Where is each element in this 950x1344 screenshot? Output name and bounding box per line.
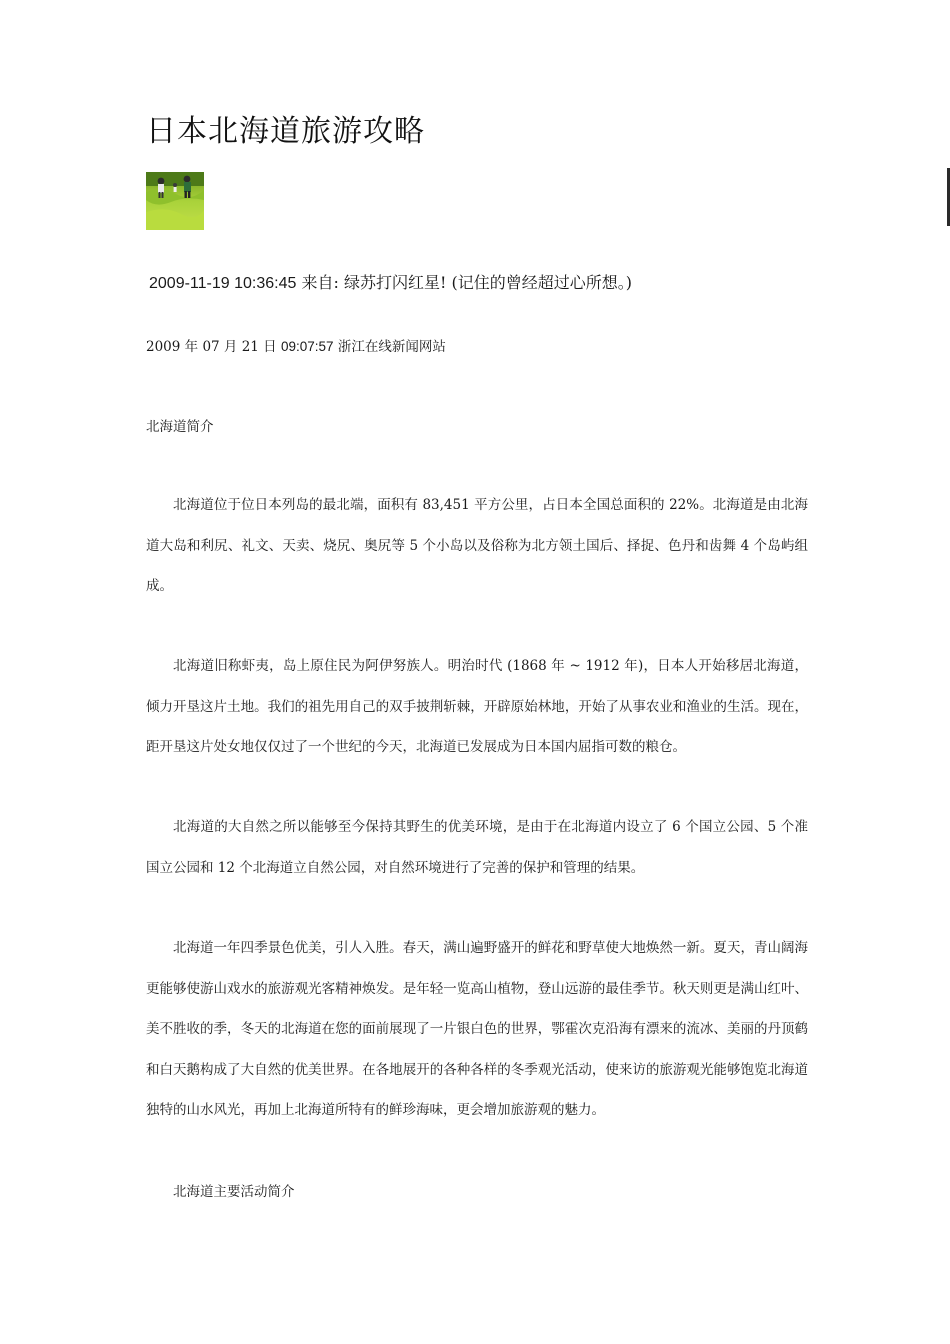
post-meta bbox=[149, 270, 632, 293]
author-avatar bbox=[146, 172, 204, 230]
post-datetime: 2009-11-19 10:36:45 bbox=[149, 275, 297, 292]
field-photo-icon bbox=[146, 172, 204, 230]
source-outlet: 浙江在线新闻网站 bbox=[337, 339, 446, 355]
article-title: 日本北海道旅游攻略 bbox=[146, 114, 425, 149]
paragraph: 北海道的大自然之所以能够至今保持其野生的优美环境，是由于在北海道内设立了 6 个国立公园、5 个准国立公园和 12 个北海道立自然公园，对自然环境进行了完善的保护和管理的结果。 bbox=[146, 819, 808, 876]
section-heading: 北海道简介 bbox=[146, 419, 214, 435]
section-subheading: 北海道主要活动简介 bbox=[173, 1184, 295, 1200]
source-time: 09:07:57 bbox=[280, 339, 334, 354]
paragraph: 北海道旧称虾夷，岛上原住民为阿伊努族人。明治时代 (1868 年 ~ 1912 年)，日本人开始移居北海道，倾力开垦这片土地。我们的祖先用自己的双手披荆斩棘，开辟原始林地，开始了从事农业和渔业的生活。现在，距开垦这片处女地仅仅过了一个世纪的今天，北海道已发展成为日本国内屈指可数的粮仓。 bbox=[146, 658, 808, 755]
from-label: 来自: bbox=[301, 273, 339, 292]
paragraph: 北海道一年四季景色优美，引人入胜。春天，满山遍野盛开的鲜花和野草使大地焕然一新。夏天，青山阔海更能够使游山戏水的旅游观光客精神焕发。是年轻一览高山植物，登山远游的最佳季节。秋天则更是满山红叶、美不胜收的季，冬天的北海道在您的面前展现了一片银白色的世界，鄂霍次克沿海有漂来的流冰、美丽的丹顶鹤和白天鹅构成了大自然的优美世界。在各地展开的各种各样的冬季观光活动，使来访的旅游观光能够饱览北海道独特的山水风光，再加上北海道所特有的鲜珍海味，更会增加旅游观的魅力。 bbox=[146, 940, 808, 1118]
source-date: 2009 年 07 月 21 日 bbox=[146, 339, 277, 355]
author-name[interactable]: 绿苏打闪红星! bbox=[343, 273, 447, 292]
source-line bbox=[146, 335, 446, 355]
paragraph: 北海道位于位日本列岛的最北端，面积有 83,451 平方公里，占日本全国总面积的 22%。北海道是由北海道大岛和利尻、礼文、天卖、烧尻、奥尻等 5 个小岛以及俗称为北方领土国后、择捉、色丹和齿舞 4 个岛屿组成。 bbox=[146, 497, 808, 594]
author-note: (记住的曾经超过心所想。) bbox=[451, 273, 633, 292]
